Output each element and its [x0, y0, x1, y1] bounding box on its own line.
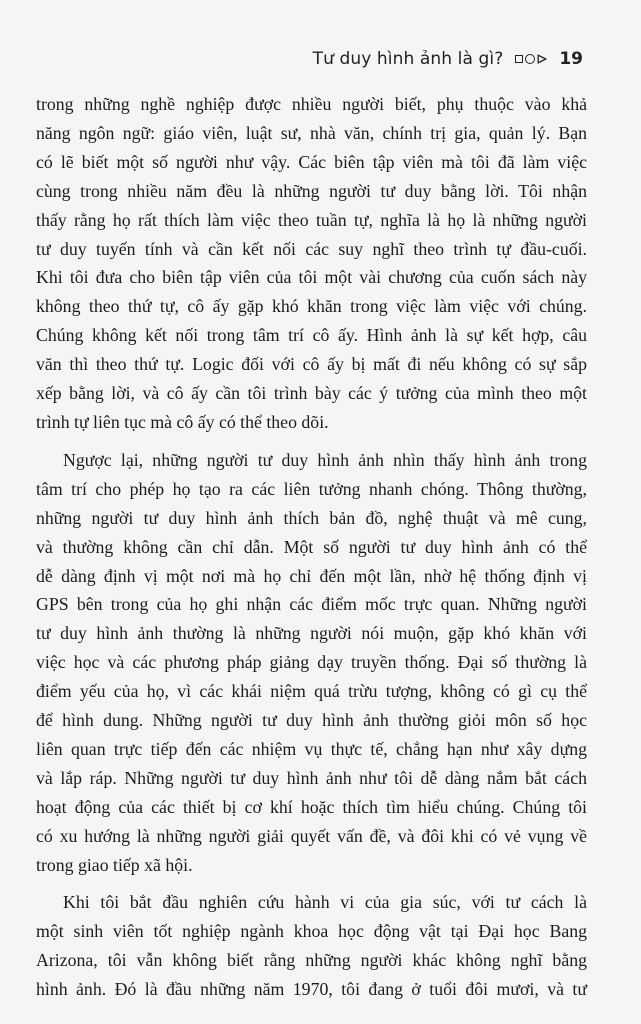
text-line: văn thì theo thứ tự. Logic đối với cô ấy bị mất đi nếu không có sự sắp	[36, 354, 587, 375]
text-line: trình tự liên tục mà cô ấy có thể theo dõi.	[36, 411, 329, 432]
text-line: tâm trí cho phép họ tạo ra các liên tưởng nhanh chóng. Thông thường,	[36, 478, 587, 499]
text-line: không theo thứ tự, cô ấy gặp khó khăn trong việc làm việc với chúng.	[36, 296, 587, 317]
text-line: và thường không cần chỉ dẫn. Một số người tư duy hình ảnh có thể	[36, 536, 587, 557]
chapter-title: Tư duy hình ảnh là gì?	[312, 49, 504, 69]
running-header	[313, 46, 583, 72]
text-line: Khi tôi bắt đầu nghiên cứu hành vi của gia súc, với tư cách là	[63, 892, 587, 913]
text-line: tư duy hình ảnh thường là những người nói muộn, gặp khó khăn với	[36, 623, 587, 644]
text-line: năng ngôn ngữ: giáo viên, luật sư, nhà văn, chính trị gia, quản lý. Bạn	[36, 122, 587, 143]
circle-icon	[525, 54, 535, 64]
text-line: xếp bằng lời, và cô ấy cần tôi trình bày các ý tưởng của mình theo một	[36, 383, 587, 404]
text-line: Ngược lại, những người tư duy hình ảnh nhìn thấy hình ảnh trong	[63, 449, 587, 470]
paragraph-1	[36, 90, 587, 437]
text-line: hoạt động của các thiết bị cơ khí hoặc thích tìm hiểu chúng. Chúng tôi	[36, 796, 587, 817]
paragraph-2	[36, 446, 587, 880]
text-line: trong giao tiếp xã hội.	[36, 854, 193, 875]
paragraph-3	[36, 888, 587, 1004]
page-number: 19	[559, 49, 583, 69]
text-line: để hình dung. Những người tư duy hình ảnh thường giỏi môn số học	[36, 710, 587, 731]
text-line: Chúng không kết nối trong tâm trí cô ấy. Hình ảnh là sự kết hợp, câu	[36, 325, 587, 346]
text-line: trong những nghề nghiệp được nhiều người biết, phụ thuộc vào khả	[36, 94, 587, 114]
text-line: việc học và các phương pháp giảng dạy truyền thống. Đại số thường là	[36, 652, 587, 673]
text-line: Arizona, tôi vẫn không biết rằng những người khác không nghĩ bằng	[36, 950, 587, 971]
text-line: điểm yếu của họ, vì các khái niệm quá trừu tượng, không có gì cụ thể	[36, 681, 587, 702]
square-icon	[515, 55, 523, 63]
body-text	[36, 90, 587, 1004]
text-line: hình ảnh. Đó là đầu những năm 1970, tôi đang ở tuổi đôi mươi, và tư	[36, 979, 587, 1000]
text-line: Khi tôi đưa cho biên tập viên của tôi một vài chương của cuốn sách này	[36, 267, 587, 288]
text-line: những người tư duy hình ảnh thích bản đồ, nghệ thuật và mê cung,	[36, 507, 587, 528]
header-glyphs	[515, 54, 547, 64]
text-line: tư duy tuyến tính và cần kết nối các suy nghĩ theo trình tự đầu-cuối.	[36, 238, 587, 259]
text-line: có xu hướng là những người giải quyết vấn đề, và đôi khi có vẻ vụng về	[36, 825, 587, 846]
text-line: GPS bên trong của họ ghi nhận các điểm mốc trực quan. Những người	[36, 594, 587, 615]
text-line: và lắp ráp. Những người tư duy hình ảnh như tôi dễ dàng nắm bắt cách	[36, 767, 587, 788]
triangle-play-icon	[537, 54, 547, 64]
text-line: thấy rằng họ rất thích làm việc theo tuần tự, nghĩa là họ là những người	[36, 209, 587, 230]
text-line: cùng trong nhiều năm đều là những người tư duy bằng lời. Tôi nhận	[36, 180, 587, 201]
text-line: có lẽ biết một số người như vậy. Các biên tập viên mà tôi đã làm việc	[36, 151, 587, 172]
text-line: dễ dàng định vị một nơi mà họ chỉ đến một lần, nhờ hệ thống định vị	[36, 565, 587, 586]
text-line: liên quan trực tiếp đến các nhiệm vụ thực tế, chẳng hạn như xây dựng	[36, 738, 587, 759]
text-line: một sinh viên tốt nghiệp ngành khoa học động vật tại Đại học Bang	[36, 921, 587, 942]
